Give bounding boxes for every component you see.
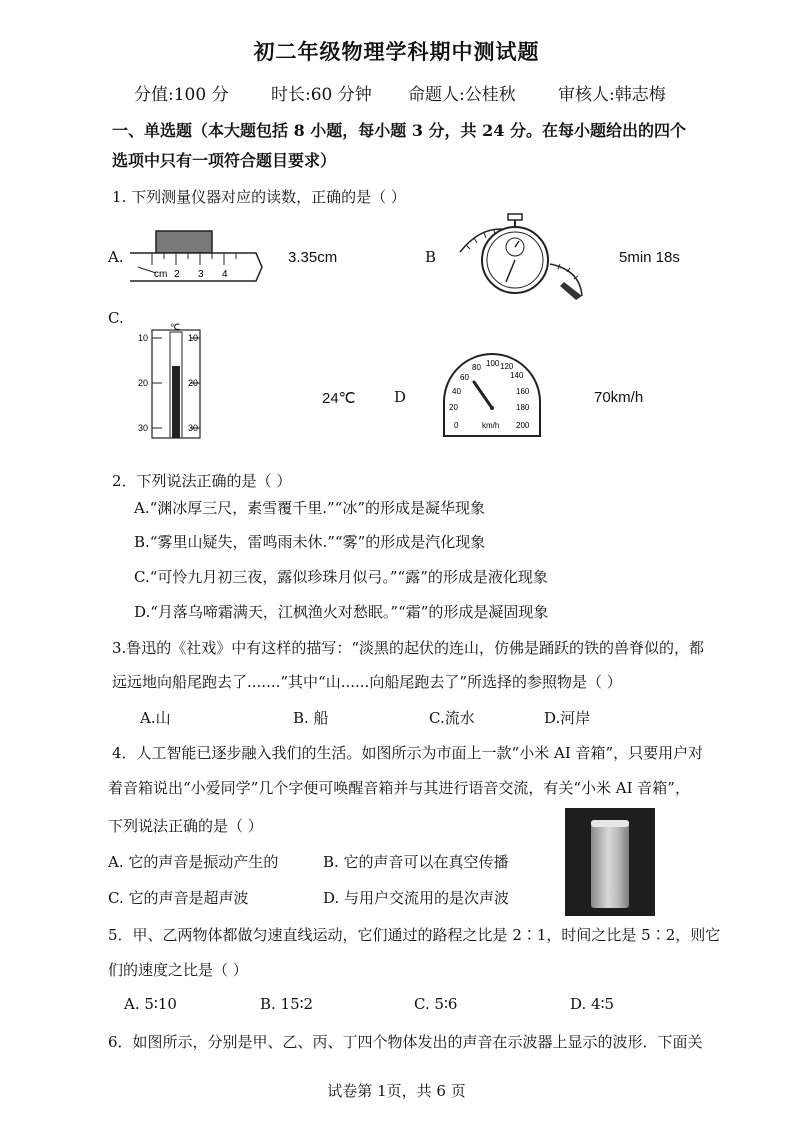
q5-stem-line1: 5．甲、乙两物体都做匀速直线运动，它们通过的路程之比是 2∶1，时间之比是 5∶2，则它 [108,926,721,944]
q3-option-d: D.河岸 [544,709,591,727]
q5-stem-line2: 们的速度之比是（ ） [108,961,248,979]
q1-option-c-label: C. [108,309,124,327]
section-heading-line1: 一、单选题（本大题包括 8 小题，每小题 3 分，共 24 分。在每小题给出的四个 [112,121,686,140]
speedometer-figure [440,352,544,438]
speedometer-tick-label: 60 [460,373,469,382]
thermometer-tick-label: 20 [188,378,199,388]
ruler-tick-label: 4 [222,269,228,280]
thermometer-tick-label: 10 [188,333,199,343]
ruler-tick-label: 3 [198,269,204,280]
q4-stem-line1: 4．人工智能已逐步融入我们的生活。如图所示为市面上一款“小米 AI 音箱”，只要用户对 [112,744,704,762]
reviewer-info: 审核人:韩志梅 [558,85,666,105]
speedometer-unit: km/h [482,421,500,430]
page-footer: 试卷第 1页，共 6 页 [327,1082,466,1100]
q1-option-d-reading: 70km/h [594,389,644,406]
ai-speaker-photo [565,808,655,916]
q3-option-c: C.流水 [429,709,475,727]
ruler-tick-label: 2 [174,269,180,280]
thermometer-figure [138,320,212,452]
q6-stem-line1: 6．如图所示，分别是甲、乙、丙、丁四个物体发出的声音在示波器上显示的波形．下面关 [108,1033,703,1051]
q2-option-a: A.“渊冰厚三尺，素雪覆千里.”“冰”的形成是凝华现象 [134,499,486,517]
q1-option-b-label: B [425,248,437,266]
speedometer-tick-label: 120 [500,362,514,371]
time-info: 时长:60 分钟 [271,85,372,105]
speaker-body [591,820,629,908]
speedometer-tick-label: 20 [449,403,458,412]
speedometer-tick-label: 0 [454,421,459,430]
q2-stem: 2．下列说法正确的是（ ） [112,472,292,490]
q4-option-d: D. 与用户交流用的是次声波 [323,889,510,907]
q1-option-a-reading: 3.35cm [288,249,338,266]
section-heading-line2: 选项中只有一项符合题目要求） [112,151,337,170]
speedometer-tick-label: 200 [516,421,530,430]
thermometer-tick-label: 30 [138,423,149,433]
thermometer-unit: ℃ [170,322,181,332]
q3-option-b: B. 船 [293,709,329,727]
q3-stem-line1: 3.鲁迅的《社戏》中有这样的描写：“淡黑的起伏的连山，仿佛是踊跃的铁的兽脊似的，都 [112,639,704,657]
q4-stem-line2: 着音箱说出“小爱同学”几个字便可唤醒音箱并与其进行语音交流，有关“小米 AI 音箱”， [108,779,690,797]
q5-option-d: D. 4∶5 [570,995,615,1013]
speedometer-tick-label: 160 [516,387,530,396]
q4-option-b: B. 它的声音可以在真空传播 [323,853,509,871]
speedometer-tick-label: 40 [452,387,461,396]
q5-option-a: A. 5∶10 [124,995,177,1013]
q5-option-b: B. 15∶2 [260,995,314,1013]
ruler-tick-label: cm [154,269,168,280]
q2-option-c: C.“可怜九月初三夜，露似珍珠月似弓。”“露”的形成是液化现象 [134,568,548,586]
author-info: 命题人:公桂秋 [408,85,516,105]
ruler-figure [128,225,266,283]
q2-option-b: B.“雾里山疑失，雷鸣雨未休.”“雾”的形成是汽化现象 [134,533,486,551]
q1-option-d-label: D [394,388,407,406]
q2-option-d: D.“月落乌啼霜满天，江枫渔火对愁眠。”“霜”的形成是凝固现象 [134,603,549,621]
q4-option-c: C. 它的声音是超声波 [108,889,249,907]
thermometer-tick-label: 20 [138,378,149,388]
speedometer-tick-label: 140 [510,371,524,380]
q1-option-a-label: A. [108,248,124,266]
q1-option-c-reading: 24℃ [322,390,356,407]
stopwatch-figure [452,212,594,302]
measured-block [156,231,212,253]
thermometer-tick-label: 30 [188,423,199,433]
q5-option-c: C. 5∶6 [414,995,458,1013]
speedometer-tick-label: 100 [486,359,500,368]
thermometer-tick-label: 10 [138,333,149,343]
q4-option-a: A. 它的声音是振动产生的 [108,853,279,871]
q1-stem: 1. 下列测量仪器对应的读数，正确的是（ ） [112,188,406,206]
q1-option-b-reading: 5min 18s [619,249,680,266]
q3-option-a: A.山 [140,709,171,727]
speedometer-tick-label: 80 [472,363,481,372]
q4-stem-line3: 下列说法正确的是（ ） [108,817,263,835]
q3-stem-line2: 远远地向船尾跑去了.......”其中“山......向船尾跑去了”所选择的参照物是（ ） [112,673,622,691]
score-info: 分值:100 分 [134,85,229,105]
page-title: 初二年级物理学科期中测试题 [253,39,540,64]
speedometer-tick-label: 180 [516,403,530,412]
